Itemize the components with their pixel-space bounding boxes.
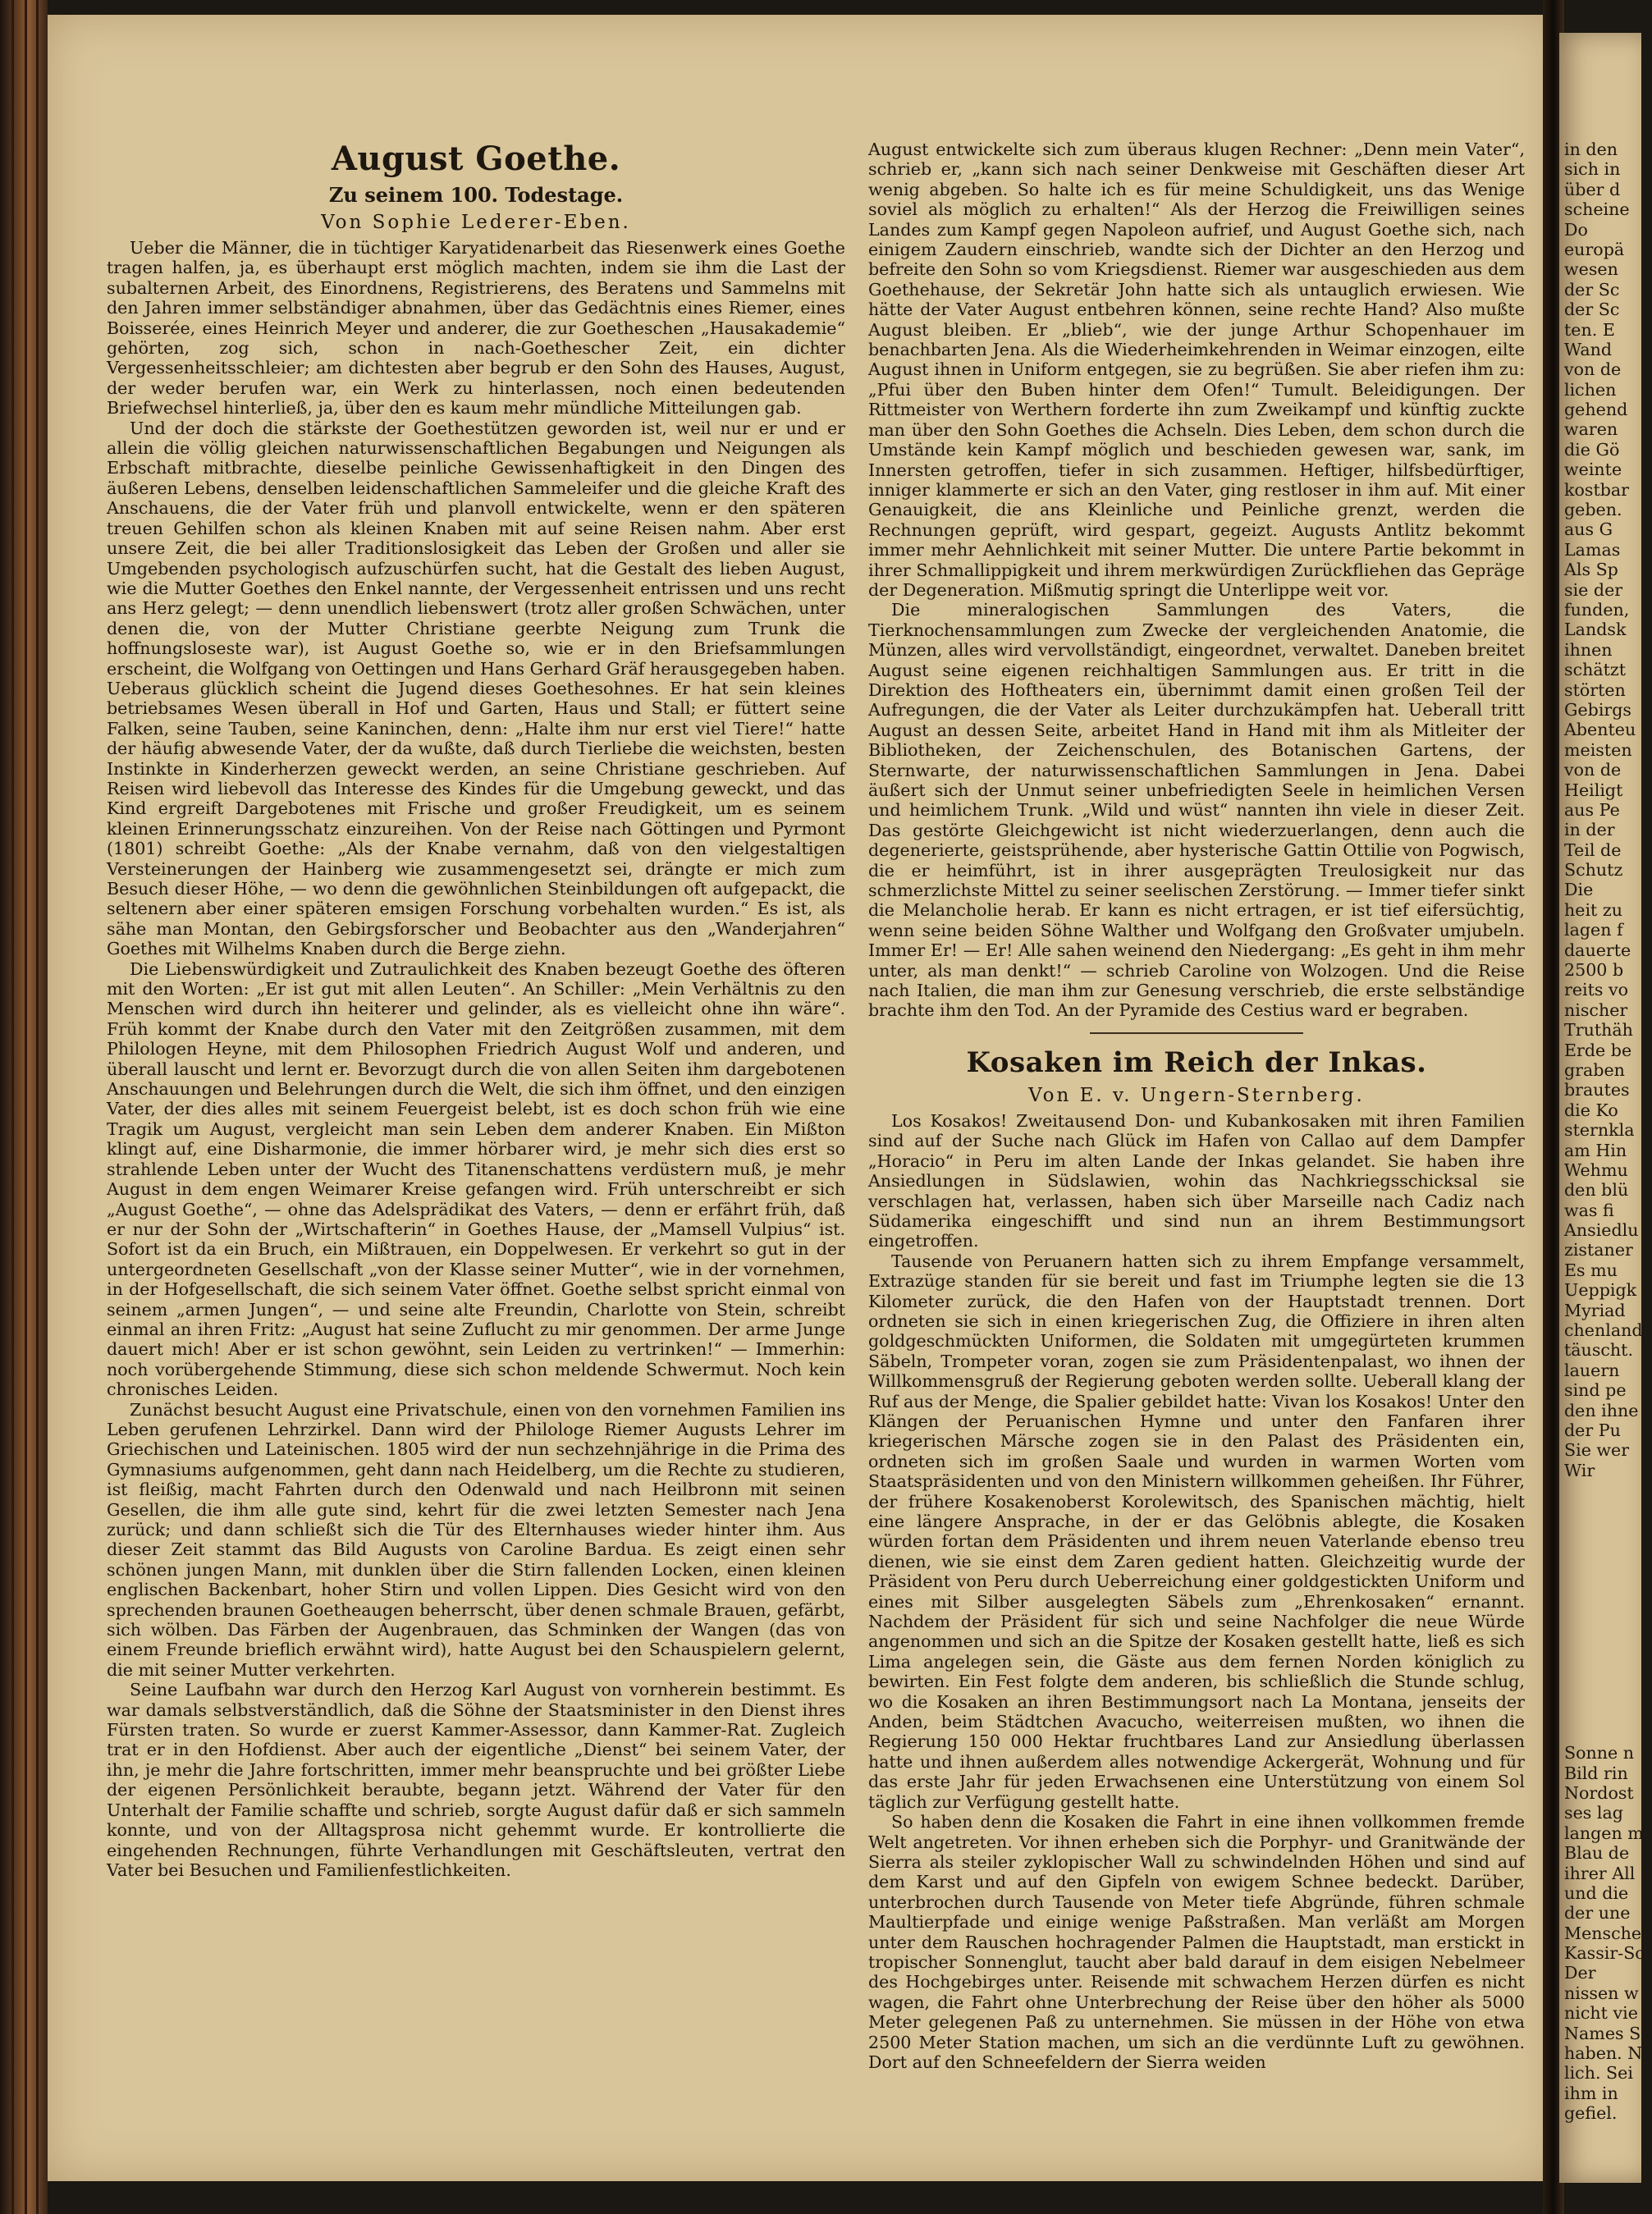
facing-page-line-fragment: lagen f [1564,920,1623,940]
facing-page-line-fragment: sternkla [1564,1120,1635,1141]
facing-page-line-fragment: von de [1564,359,1622,380]
facing-page-line-fragment: der Pu [1564,1420,1621,1440]
facing-page-line-fragment: was fi [1564,1200,1614,1220]
facing-page-line-fragment: täuscht. [1564,1340,1634,1361]
facing-page-line-fragment: graben [1564,1059,1625,1080]
facing-page-line-fragment: den ihne [1564,1400,1639,1420]
facing-page-text-fragments [1564,140,1652,2124]
facing-page-line-fragment: ses lag [1564,1803,1623,1823]
facing-page-line-fragment: Abenteu [1564,720,1636,740]
facing-page-line-fragment: chenland [1564,1320,1643,1341]
facing-page-line-fragment: europä [1564,239,1625,259]
facing-page-line-fragment: Als Sp [1564,560,1618,580]
article-byline: Von E. v. Ungern-Sternberg. [1028,1084,1365,1106]
article-goethe-left-column [107,140,845,1880]
facing-page-line-fragment: Schutz [1564,860,1623,881]
facing-page-line-fragment: schätzt [1564,660,1627,680]
facing-page-line-fragment: lichen [1564,379,1617,400]
facing-page-line-fragment: in den [1564,140,1618,159]
facing-page-line-fragment: ihrer All [1564,1863,1636,1883]
facing-page-line-fragment: ihnen [1564,639,1613,660]
facing-page-line-fragment: gehend [1564,400,1628,420]
facing-page-line-fragment: heit zu [1564,899,1622,920]
facing-page-line-fragment: Es mu [1564,1260,1618,1280]
facing-page-line-fragment: Wand [1564,339,1613,359]
facing-page-line-fragment: Landsk [1564,620,1627,640]
facing-page-line-fragment: der Sc [1564,279,1620,300]
facing-page-line-fragment: Erde be [1564,1040,1632,1060]
paragraph: Die Liebenswürdigkeit und Zutraulichkeit des Knaben bezeugt Goethe des öfteren mit den Worten: „Er ist gut mit allen Leuten“. An Schiller: „Mein Verhältnis zu den Menschen wird durch ihn heiterer und gelinder, als es vielleicht ohne ihn wäre“. Früh kommt der Knabe durch den Vater mit den Zeitgrößen zusammen, mit dem Philologen Heyne, mit dem Philosophen Friedrich August Wolf und anderen, und überall lauscht und lernt er. Bevorzugt durch die von allen Seiten ihm dargebotenen Anschauungen und Belehrungen durch die Welt, die sich ihm öffnet, und den einzigen Vater, der dies alles mit seinem Feuergeist belebt, ist es doch schon früh wie eine Tragik um August, vergleicht man sein Leben dem anderer Knaben. Ein Mißton klingt auf, eine Disharmonie, die immer hörbarer wird, je mehr sich dies erst so strahlende Leben unter der Wucht des Titanenschattens verdüstern muß, je mehr August in dem engen Weimarer Kreise gefangen wird. Früh unterschreibt er sich „August Goethe“, — ohne das Adelsprädikat des Vaters, — denn er erfährt früh, daß er nur der Sohn der „Wirtschafterin“ in Goethes Hause, der „Mamsell Vulpius“ ist. Sofort ist da ein Bruch, ein Mißtrauen, ein Doppelwesen. Er verkehrt so gut in der untergeordneten Gesellschaft „von der Klasse seiner Mutter“, wie in der vornehmen, in der Hofgesellschaft, die sich seinem Vater öffnet. Goethe selbst spricht einmal von seinem „armen Jungen“, — und seine alte Freundin, Charlotte von Stein, schreibt einmal an ihren Fritz: „August hat seine Zuflucht zu mir genommen. Der arme Junge dauert mich! Aber er ist schon gewöhnt, sein Leiden zu vertrinken!“ — Immerhin: noch vorübergehende Stimmung, diese sich schon meldende Schwermut. Noch kein chronisches Leiden. [107,958,845,1400]
facing-page-line-fragment: waren [1564,419,1618,440]
facing-page-line-fragment: Sonne n [1564,1743,1635,1763]
facing-page-line-fragment: 2500 b [1564,960,1624,981]
facing-page-line-fragment: lauern [1564,1360,1620,1380]
facing-page-line-fragment: weinte [1564,460,1622,480]
paragraph: Ueber die Männer, die in tüchtiger Karyatidenarbeit das Riesenwerk eines Goethe tragen halfen, ja, es überhaupt erst möglich machten, indem sie ihm die Last der subalternen Arbeit, des Einordnens, Registrierens, des Beratens und Sammelns mit den Jahren immer selbständiger abnahmen, über das Gedächtnis eines Riemer, eines Boisserée, eines Heinrich Meyer und anderer, die zur Goetheschen „Hausakademie“ gehörten, zog sich, schon in nach-Goethescher Zeit, ein dichter Vergessenheitsschleier; am dichtesten aber begrub er den Sohn des Hauses, August, der weder berufen war, ein Werk zu hinterlassen, noch einen bedeutenden Briefwechsel hinterließ, ja, über den es kaum mehr mündliche Mitteilungen gab. [107,238,845,419]
facing-page-line-fragment: aus G [1564,519,1613,540]
facing-page-line-fragment: geben. [1564,500,1622,520]
facing-page-line-fragment: Menschen [1564,1923,1652,1943]
facing-page-line-fragment: kostbar [1564,479,1630,500]
facing-page-line-fragment: meisten [1564,739,1632,760]
facing-page-line-fragment: lich. Sei [1564,2063,1633,2084]
facing-page-line-fragment: Kassir-Sc [1564,1943,1645,1964]
paragraph: Los Kosakos! Zweitausend Don- und Kubankosaken mit ihren Familien sind auf der Suche nach Glück im Hafen von Callao auf dem Dampfer „Horacio“ in Peru im alten Lande der Inkas gelandet. Sie haben ihre Ansiedlungen in Südslawien, wohin das Nachkriegsschicksal sie verschlagen hat, verlassen, haben sich über Marseille nach Cadiz nach Südamerika eingeschifft und sind nun an ihrem Bestimmungsort eingetroffen. [868,1110,1525,1251]
facing-page-line-fragment: die Ko [1564,1100,1618,1120]
article-subtitle: Zu seinem 100. Todestage. [328,183,624,207]
facing-page-line-fragment: den blü [1564,1180,1629,1201]
facing-page-line-fragment: langen m [1564,1823,1644,1843]
facing-page-line-fragment: Wehmu [1564,1160,1628,1180]
facing-page-line-fragment: Gebirgs [1564,699,1632,720]
book-binding [0,0,48,2214]
facing-page-line-fragment: Die [1564,880,1594,900]
facing-page-line-fragment: ihm in [1564,2083,1618,2103]
facing-page-line-fragment: der une [1564,1903,1631,1924]
paragraph: Tausende von Peruanern hatten sich zu ihrem Empfange versammelt, Extrazüge standen für sie bereit und fast im Triumphe legten sie die 13 Kilometer zurück, die den Hafen von der Hauptstadt trennen. Dort ordneten sie sich in einen kriegerischen Zug, die Offiziere in ihren alten goldgeschmückten Uniformen, die Soldaten mit umgegürteten krummen Säbeln, Trompeter voran, zogen sie zum Präsidentenpalast, wo ihnen der Willkommensgruß der Regierung geboten werden sollte. Ueberall klang der Ruf aus der Menge, die Spalier gebildet hatte: Vivan los Kosakos! Unter den Klängen der Peruanischen Hymne und unter den Fanfaren ihrer kriegerischen Märsche zogen sie in den Palast des Präsidenten ein, ordneten sich im großen Saale und wurden in warmen Worten vom Staatspräsidenten und von den Ministern willkommen geheißen. Ihr Führer, der frühere Kosakenoberst Korolewitsch, des Spanischen mächtig, hielt eine längere Ansprache, in der er das Gelöbnis ablegte, die Kosaken würden fortan dem Präsidenten und ihrem neuen Vaterlande ebenso treu dienen, wie sie einst dem Zaren gedient hatten. Gleichzeitig wurde der Präsident von Peru durch Ueberreichung einer goldgestickten Uniform und eines mit Silber ausgelegten Säbels zum „Ehrenkosaken“ ernannt. Nachdem der Präsident für sich und seine Nachfolger die neue Würde angenommen und sich an die Spitze der Kosaken gestellt hatte, ließ es sich Lima angelegen sein, die Gäste aus dem fernen Norden königlich zu bewirten. Ein Fest folgte dem anderen, bis schließlich die Stunde schlug, wo die Kosaken an ihren Bestimmungsort nach La Montana, jenseits der Anden, beim Städtchen Avacucho, weiterreisen mußten, wo ihnen die Regierung 150 000 Hektar fruchtbares Land zur Ansiedlung überlassen hatte und ihnen außerdem alles notwendige Ackergerät, Wohnung und für das erste Jahr für jeden Erwachsenen eine Unterstützung von einem Sol täglich zur Verfügung gestellt hatte. [868,1251,1525,1812]
facing-page-line-fragment: Heiligt [1564,780,1623,800]
facing-page-line-fragment: haben. N [1564,2043,1643,2064]
facing-page-line-fragment: Nordost [1564,1782,1634,1803]
facing-page-line-fragment: Names S [1564,2023,1641,2043]
article-divider [1090,1032,1303,1034]
facing-page-line-fragment: und die [1564,1882,1629,1903]
facing-page-line-fragment: Truthäh [1564,1020,1633,1041]
facing-page-line-fragment: dauerte [1564,940,1631,960]
facing-page-line-fragment: von de [1564,760,1622,780]
facing-page-line-fragment: Ueppigk [1564,1280,1637,1301]
article-title: Kosaken im Reich der Inkas. [966,1045,1427,1079]
fragment-gap [1564,1480,1641,1743]
facing-page-line-fragment: die Gö [1564,439,1620,460]
facing-page-line-fragment: sie der [1564,579,1623,600]
facing-page-line-fragment: der Sc [1564,300,1620,320]
facing-page-line-fragment: ten. E [1564,319,1615,340]
facing-page-line-fragment: Do [1564,219,1588,240]
paragraph: So haben denn die Kosaken die Fahrt in eine ihnen vollkommen fremde Welt angetreten. Vor ihnen erheben sich die Porphyr- und Granitwände der Sierra als steiler zyklopischer Wall zu schwindelnden Höhen und sind auf dem Karst und auf den Gipfeln von ewigem Schnee bedeckt. Darüber, unterbrochen durch Tausende von Meter tiefe Abgründe, führen schmale Maultierpfade und einige wenige Paßstraßen. Man verläßt am Morgen unter dem Rauschen hochragender Palmen die Hauptstadt, man erstickt in tropischer Sonnenglut, taucht aber bald darauf in dem eisigen Nebelmeer des Hochgebirges unter. Reisende mit schwachem Herzen dürfen es nicht wagen, die Fahrt ohne Unterbrechung der Reise über den höher als 5000 Meter gelegenen Paß zu unternehmen. Sie müssen in der Höhe von etwa 2500 Meter Station machen, um sich an die verdünnte Luft zu gewöhnen. Dort auf den Schneefeldern der Sierra weiden [868,1812,1525,2072]
paragraph: August entwickelte sich zum überaus klugen Rechner: „Denn mein Vater“, schrieb er, „kann sich nach seiner Denkweise mit Geschäften dieser Art wenig abgeben. So halte ich es für meine Schuldigkeit, uns das Wenige soviel als möglich zu erhalten!“ Als der Herzog die Freiwilligen seines Landes zum Kampf gegen Napoleon aufrief, und August Goethe sich, nach einigem Zaudern einschrieb, wandte sich der Dichter an den Herzog und befreite den Sohn so vom Kriegsdienst. Riemer war ausgeschieden aus dem Goethehause, der Sekretär John hatte sich als untauglich erwiesen. Wie hätte der Vater August entbehren können, seine rechte Hand? Also mußte August bleiben. Er „blieb“, wie der junge Arthur Schopenhauer im benachbarten Jena. Als die Wiederheimkehrenden in Weimar einzogen, eilte August ihnen in Uniform entgegen, sie zu begrüßen. Sie aber riefen ihm zu: „Pfui über den Buben hinter dem Ofen!“ Tumult. Beleidigungen. Der Rittmeister von Werthern forderte ihn zum Zweikampf und künftig zuckte man über den Sohn Goethes die Achseln. Dies Leben, dem schon durch die Umstände kein Kampf möglich und beschieden gewesen war, sank, im Innersten getroffen, tiefer in sich zusammen. Heftiger, hilfsbedürftiger, inniger klammerte er sich an den Vater, ging restloser in ihm auf. Mit einer Genauigkeit, die ans Kleinliche und Peinliche grenzt, werden die Rechnungen geprüft, wird gespart, gegeizt. Augusts Antlitz bekommt immer mehr Aehnlichkeit mit seiner Mutter. Die untere Partie bekommt in ihrer Schmallippigkeit und ihrem merkwürdigen Zurückfliehen das Gepräge der Degeneration. Mißmutig springt die Unterlippe weit vor. [868,140,1525,600]
facing-page-line-fragment: Der [1564,1963,1596,1983]
facing-page-line-fragment: über d [1564,179,1621,199]
facing-page-line-fragment: Teil de [1564,839,1622,860]
facing-page-line-fragment: sich in [1564,159,1621,180]
facing-page-line-fragment: Wir [1564,1460,1595,1480]
facing-page-line-fragment: Lamas [1564,539,1621,560]
facing-page-line-fragment: zistaner [1564,1240,1633,1260]
facing-page-line-fragment: funden, [1564,599,1630,620]
facing-page-line-fragment: nischer [1564,1000,1628,1020]
paragraph: Seine Laufbahn war durch den Herzog Karl August von vornherein bestimmt. Es war damals selbstverständlich, daß die Söhne der Staatsminister in den Dienst ihres Fürsten traten. So wurde er zuerst Kammer-Assessor, dann Kammer-Rat. Zugleich trat er in den Hofdienst. Aber auch der eigentliche „Dienst“ bei seinem Vater, der ihn, je mehr die Jahre fortschritten, immer mehr beanspruchte und bei größter Liebe der eigenen Persönlichkeit beraubte, begann jetzt. Während der Vater für den Unterhalt der Familie schaffte und schrieb, sorgte August dafür daß er sich sammeln konnte, und von der Alltagsprosa nicht gehemmt wurde. Er kontrollierte die eingehenden Rechnungen, führte Verhandlungen mit Geschäftsleuten, vertrat den Vater bei Besuchen und Familienfestlichkeiten. [107,1680,845,1880]
facing-page-line-fragment: reits vo [1564,980,1629,1000]
facing-page-line-fragment: Ansiedlu [1564,1220,1639,1241]
paragraph: Zunächst besucht August eine Privatschule, einen von den vornehmen Familien ins Leben gerufenen Lehrzirkel. Dann wird der Philologe Riemer Augusts Lehrer im Griechischen und Lateinischen. 1805 wird der nun sechzehnjährige in die Prima des Gymnasiums aufgenommen, geht dann nach Heidelberg, um die Rechte zu studieren, ist fleißig, macht Fahrten durch den Odenwald und nach Heilbronn mit seinen Gesellen, die ihm alle gute sind, kehrt für die zwei letzten Semester nach Jena zurück; und dann schließt sich die Tür des Elternhauses wieder hinter ihm. Aus dieser Zeit stammt das Bild Augusts von Caroline Bardua. Es zeigt einen sehr schönen jungen Mann, mit dunklen über die Stirn fallenden Locken, einen kleinen englischen Backenbart, hoher Stirn und vollen Lippen. Dies Gesicht wird von den sprechenden braunen Goetheaugen beherrscht, über denen schmale Brauen, gefärbt, sich wölben. Das Färben der Augenbrauen, das Schminken der Wangen (das von einem Freunde brieflich erwähnt wird), hatte August bei den Schauspielern gelernt, die mit seiner Mutter verkehrten. [107,1399,845,1680]
article-title: August Goethe. [331,140,621,178]
facing-page-line-fragment: nicht vie [1564,2003,1638,2024]
facing-page-line-fragment: Bild rin [1564,1763,1628,1783]
article-byline: Von Sophie Lederer-Eben. [321,212,631,233]
facing-page-line-fragment: gefiel. [1564,2103,1618,2124]
facing-page-line-fragment: brautes [1564,1080,1630,1100]
facing-page-line-fragment: in der [1564,820,1615,840]
facing-page-line-fragment: störten [1564,679,1626,700]
facing-page-line-fragment: sind pe [1564,1380,1627,1401]
paragraph: Die mineralogischen Sammlungen des Vaters, die Tierknochensammlungen zum Zwecke der vergleichenden Anatomie, die Münzen, alles wird vervollständigt, eingeordnet, verwaltet. Daneben breitet August seine eigenen reichhaltigen Sammlungen aus. Er tritt in die Direktion des Hoftheaters ein, übernimmt damit einen großen Teil der Aufregungen, die der Vater als Leiter durchzukämpfen hat. Ueberall tritt August an dessen Seite, arbeitet Hand in Hand mit ihm als Mitleiter der Bibliotheken, der Zeichenschulen, des Botanischen Gartens, der Sternwarte, der naturwissenschaftlichen Sammlungen in Jena. Dabei äußert sich der Unmut seiner unbefriedigten Seele in heimlichen Versen und heimlichem Trunk. „Wild und wüst“ nannten ihn viele in dieser Zeit. Das gestörte Gleichgewicht ist nicht wiederzuerlangen, denn auch die degenerierte, geistsprühende, aber hysterische Gattin Ottilie von Pogwisch, die er heimführt, ist in ihrer ausgeprägten Treulosigkeit nur das schmerzlichste Mittel zu seiner seelischen Zerstörung. — Immer tiefer sinkt die Melancholie herab. Er kann es nicht ertragen, er ist tief eifersüchtig, wenn seine beiden Söhne Walther und Wolfgang den Großvater umjubeln. Immer Er! — Er! Alle sahen weinend den Niedergang: „Es geht in ihm mehr unter, als man denkt!“ — schrieb Caroline von Wolzogen. Und die Reise nach Italien, die man ihm zur Genesung verschrieb, die erste selbständige brachte ihm den Tod. An der Pyramide des Cestius ward er begraben. [868,600,1525,1021]
facing-page-line-fragment: wesen [1564,259,1618,280]
facing-page-line-fragment: nissen w [1564,1983,1639,2003]
middle-column [868,140,1525,2072]
paragraph: Und der doch die stärkste der Goethestützen geworden ist, weil nur er und er allein die völlig gleichen naturwissenschaftlichen Begabungen und Neigungen als Erbschaft mitbrachte, dieselbe peinliche Gewissenhaftigkeit in den Dingen des äußeren Lebens, denselben leidenschaftlichen Sammeleifer und die gleiche Kraft des Anschauens, die der Vater früh und planvoll entwickelte, wenn er den späteren treuen Gehilfen schon als kleinen Knaben mit auf seine Reisen nahm. Aber erst unsere Zeit, die bei aller Traditionslosigkeit das Leben der Großen und aller sie Umgebenden psychologisch aufzuschürfen sucht, hat die Gestalt des lieben August, wie die Mutter Goethes den Enkel nannte, der Vergessenheit entrissen und uns recht ans Herz gelegt; — denn unendlich liebenswert (trotz aller großen Schwächen, unter denen die, von der Mutter Christiane geerbte Neigung zum Trunk die hoffnungsloseste war), ist August Goethe so, wie er in den Briefsammlungen erscheint, die Wolfgang von Oettingen und Hans Gerhard Gräf herausgegeben haben. Ueberaus glücklich scheint die Jugend dieses Goethesohnes. Er hat sein kleines betriebsames Wesen überall in Hof und Garten, Haus und Stall; er füttert seine Falken, seine Tauben, seine Kaninchen, denn: „Halte ihm nur erst viel Tiere!“ hatte der häufig abwesende Vater, der da wußte, daß durch Tierliebe die weichsten, besten Instinkte in Kinderherzen geweckt werden, an seine Christiane geschrieben. Auf Reisen wird liebevoll das Interesse des Kindes für die Umgebung geweckt, und das Kind ergreift Dargebotenes mit Frische und großer Freudigkeit, um es seinem kleinen Erinnerungsschatz einzureihen. Von der Reise nach Göttingen und Pyrmont (1801) schreibt Goethe: „Als der Knabe vernahm, daß von den vielgestaltigen Versteinerungen der Hainberg wie zusammengesetzt sei, drängte er mich zum Besuch dieser Höhe, — wo denn die gewöhnlichen Steinbildungen oft aufgepackt, die seltenern aber einer späteren emsigen Forschung vorbehalten wurden.“ Es ist, als sähe man Montan, den Gebirgsforscher und Beobachter aus den „Wanderjahren“ Goethes mit Wilhelms Knaben durch die Berge ziehn. [107,418,845,959]
facing-page-line-fragment: Blau de [1564,1843,1630,1864]
facing-page-line-fragment: Sie wer [1564,1440,1630,1461]
facing-page-line-fragment: Myriad [1564,1300,1626,1320]
facing-page-line-fragment: aus Pe [1564,799,1620,820]
facing-page-line-fragment: scheine [1564,199,1630,220]
facing-page-line-fragment: am Hin [1564,1140,1627,1160]
